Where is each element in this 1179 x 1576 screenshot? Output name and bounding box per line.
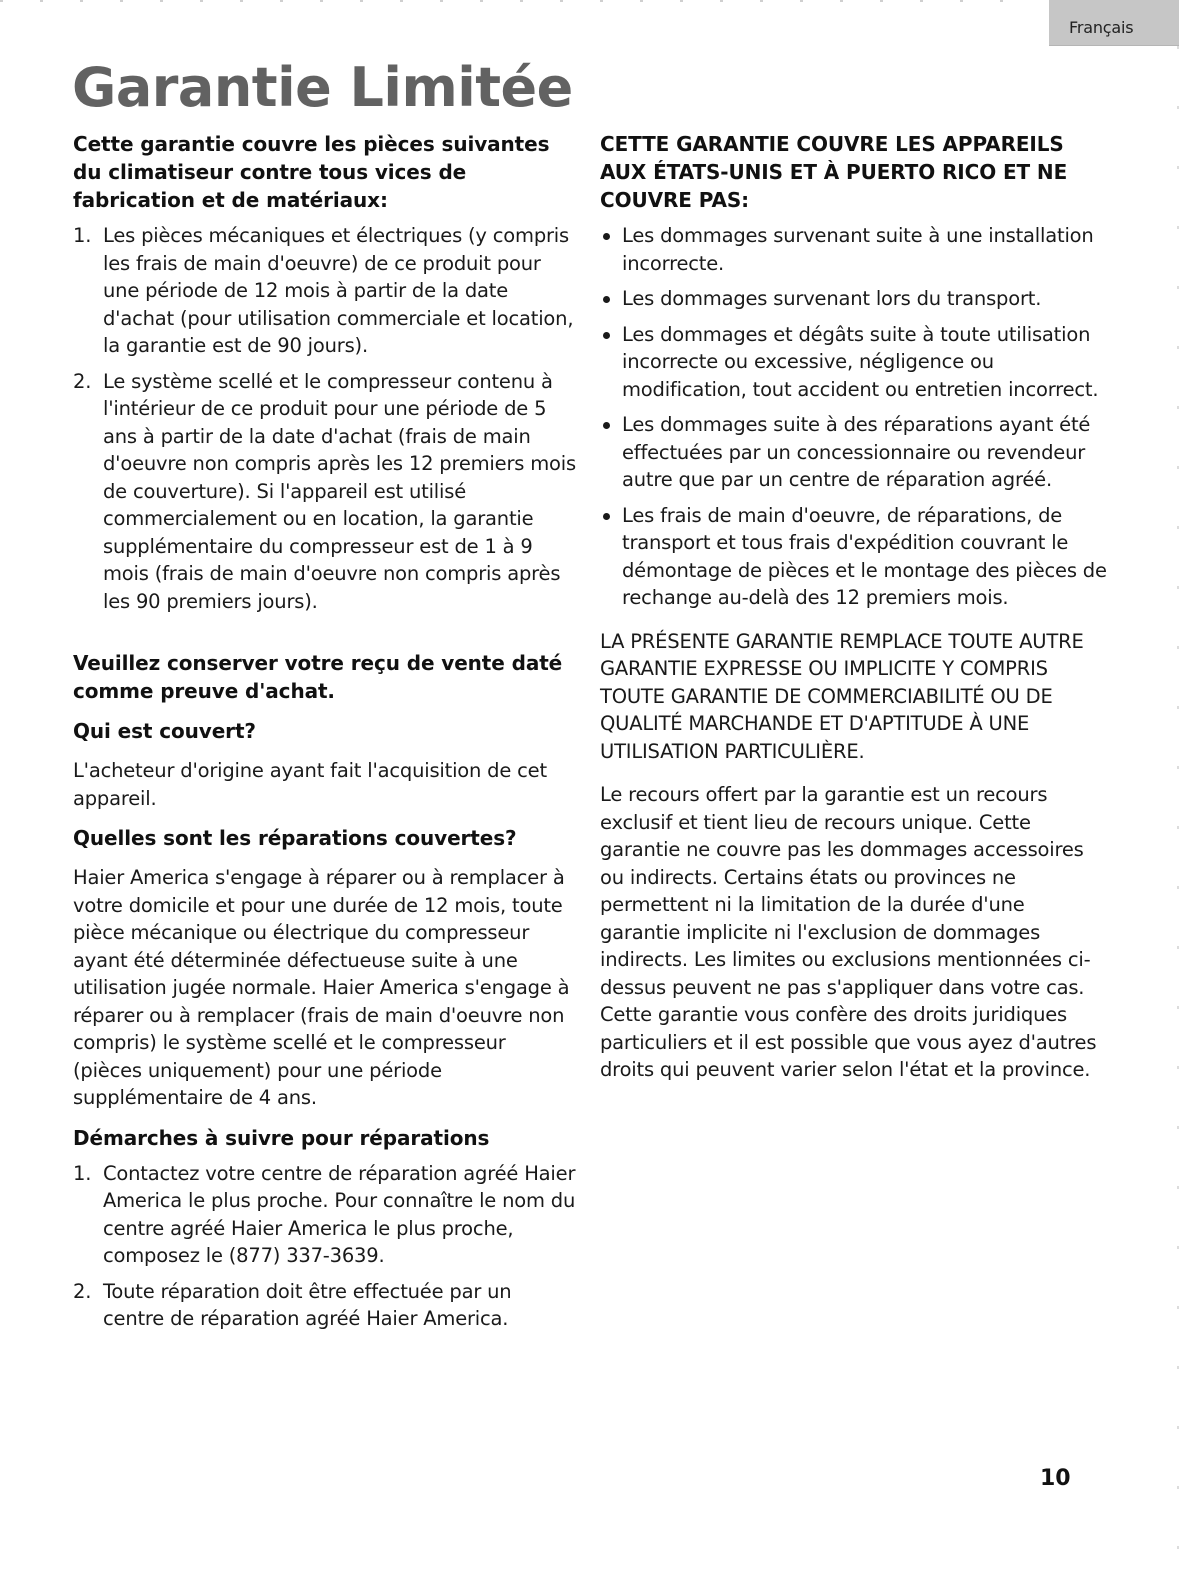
remedy-text: Le recours offert par la garantie est un recours exclusif et tient lieu de recours unique. Cette garantie ne couvre pas les dommages accessoires ou indirects. Certains états ou provinces ne permettent ni la limitation de la durée d'une garantie implicite ni l'exclusion de dommages indirects. Les limites ou exclusions mentionnées ci-dessus peuvent ne pas s'appliquer dans votre cas. Cette garantie vous confère des droits juridiques particuliers et il est possible que vous ayez d'autres droits qui peuvent varier selon l'état et la province. (600, 783, 1097, 1081)
list-item (73, 1278, 578, 1333)
list-item-text: Toute réparation doit être effectuée par un centre de réparation agréé Haier America. (103, 1279, 512, 1330)
list-marker: 1. (73, 224, 92, 247)
list-item (600, 502, 1110, 612)
list-item (600, 411, 1110, 494)
list-item-text: Les dommages suite à des réparations ayant été effectuées par un concessionnaire ou revendeur autre que par un centre de réparation agréé. (622, 413, 1091, 491)
bullet-icon (603, 233, 610, 240)
repairs-covered-text: Haier America s'engage à réparer ou à remplacer à votre domicile et pour une durée de 12 mois, toute pièce mécanique ou électrique du compresseur ayant été déterminée défectueuse suite à une utilisation jugée normale. Haier America s'engage à réparer ou à remplacer (frais de main d'oeuvre non compris) le système scellé et le compresseur (pièces uniquement) pour une période supplémentaire de 4 ans. (73, 866, 570, 1109)
repair-steps-heading: Démarches à suivre pour réparations (73, 1125, 490, 1150)
list-item-text: Le système scellé et le compresseur contenu à l'intérieur de ce produit pour une période de 5 ans à partir de la date d'achat (frais de main d'oeuvre non compris après les 12 premiers mois de couverture). Si l'appareil est utilisé commercialement ou en location, la garantie supplémentaire du compresseur est de 1 à 9 mois (frais de main d'oeuvre non compris après les 90 premiers jours). (103, 369, 576, 613)
list-marker: 2. (73, 1279, 92, 1303)
exclusions-heading: CETTE GARANTIE COUVRE LES APPAREILS AUX ÉTATS-UNIS ET À PUERTO RICO ET NE COUVRE PAS: (600, 132, 1068, 212)
repairs-covered-heading: Quelles sont les réparations couvertes? (73, 826, 517, 850)
list-item-text: Les frais de main d'oeuvre, de réparations, de transport et tous frais d'expédition couvrant le démontage de pièces et le montage des pièces de rechange au-delà des 12 premiers mois. (622, 503, 1107, 609)
bullet-icon (603, 332, 610, 339)
list-item (73, 222, 578, 360)
who-covered-text: L'acheteur d'origine ayant fait l'acquisition de cet appareil. (73, 759, 547, 810)
list-marker: 1. (73, 1161, 92, 1185)
language-tab (1049, 0, 1179, 46)
page-title: Garantie Limitée (72, 56, 573, 119)
receipt-heading: Veuillez conserver votre reçu de vente daté comme preuve d'achat. (73, 651, 563, 703)
page-number: 10 (1040, 1466, 1071, 1491)
exclusions-list (600, 222, 1110, 612)
bullet-icon (603, 513, 610, 520)
right-column (600, 130, 1110, 1084)
repair-steps-list (73, 1160, 578, 1333)
left-column (73, 130, 578, 1333)
list-item-text: Les dommages et dégâts suite à toute utilisation incorrecte ou excessive, négligence ou modification, tout accident ou entretien incorrect. (622, 322, 1099, 401)
list-item-text: Contactez votre centre de réparation agréé Haier America le plus proche. Pour connaître le nom du centre agréé Haier America le plus proche, composez le (877) 337-3639. (103, 1161, 576, 1267)
list-item-text: Les pièces mécaniques et électriques (y compris les frais de main d'oeuvre) de ce produit pour une période de 12 mois à partir de la date d'achat (pour utilisation commerciale et location, la garantie est de 90 jours). (103, 224, 574, 357)
who-covered-heading: Qui est couvert? (73, 719, 256, 743)
top-border-decoration (0, 0, 1040, 2)
list-item-text: Les dommages survenant lors du transport. (622, 287, 1042, 310)
list-item (73, 368, 578, 616)
list-marker: 2. (73, 369, 92, 393)
covered-parts-list (73, 222, 578, 615)
list-item (73, 1160, 578, 1270)
coverage-heading: Cette garantie couvre les pièces suivantes du climatiseur contre tous vices de fabrication et de matériaux: (73, 132, 550, 212)
warranty-disclaimer: LA PRÉSENTE GARANTIE REMPLACE TOUTE AUTRE GARANTIE EXPRESSE OU IMPLICITE Y COMPRIS TOUTE GARANTIE DE COMMERCIABILITÉ OU DE QUALITÉ MARCHANDE ET D'APTITUDE À UNE UTILISATION PARTICULIÈRE. (600, 629, 1084, 763)
bullet-icon (603, 296, 610, 303)
list-item (600, 321, 1110, 404)
list-item (600, 285, 1110, 313)
list-item (600, 222, 1110, 277)
list-item-text: Les dommages survenant suite à une installation incorrecte. (622, 224, 1094, 275)
bullet-icon (603, 422, 610, 429)
language-label: Français (1069, 18, 1134, 37)
